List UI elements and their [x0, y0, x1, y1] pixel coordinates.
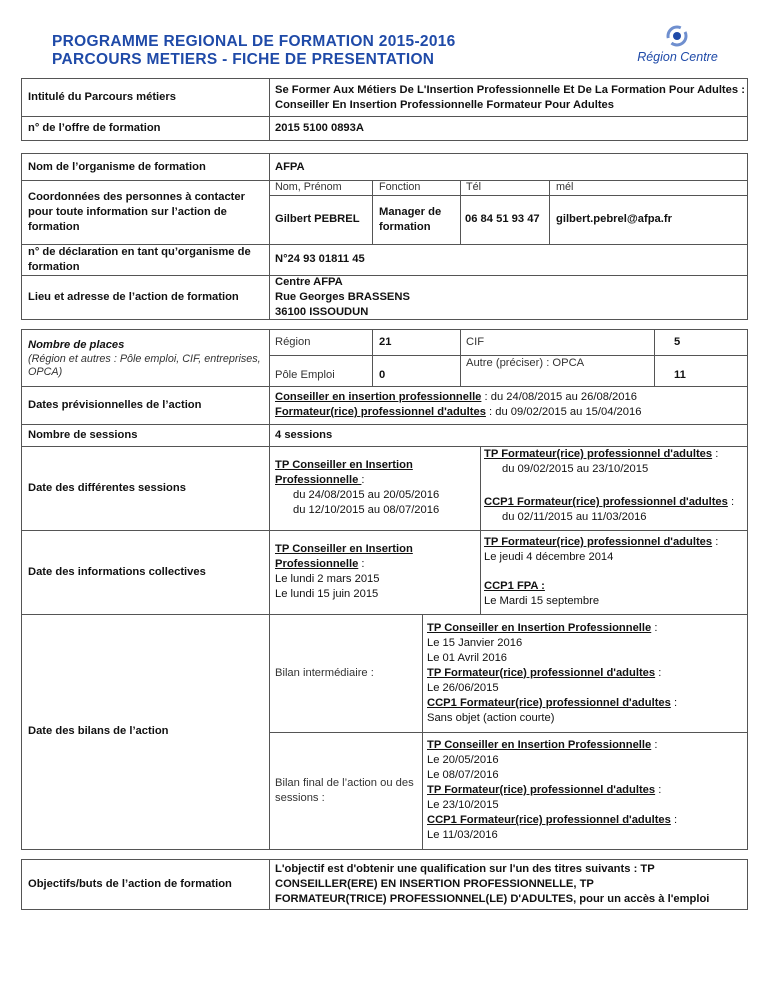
infos-ccp1-title: CCP1 FPA :	[484, 580, 545, 592]
places-label	[28, 330, 268, 386]
infos-tp-fpa-colon: :	[712, 536, 719, 548]
infos-tp-fpa-date: Le jeudi 4 décembre 2014	[484, 551, 614, 563]
pole-emploi-label: Pôle Emploi	[275, 369, 335, 381]
bilan-title: CCP1 Formateur(rice) professionnel d'adultes	[427, 696, 671, 709]
bilan-title-colon: :	[655, 666, 662, 679]
logo-text: Région Centre	[637, 50, 718, 64]
objectifs-line-1: L'objectif est d'obtenir une qualification sur l'un des titres suivants : TP	[275, 863, 655, 875]
bilan-intermediaire-label: Bilan intermédiaire :	[275, 666, 374, 679]
bilan-title-row	[427, 666, 661, 681]
dates-prev-title-2: Formateur(rice) professionnel d'adultes	[275, 406, 486, 418]
sessions-tp-cip-title-2: Professionnelle	[275, 474, 362, 486]
infos-tp-cip-date-2: Le lundi 15 juin 2015	[275, 588, 379, 600]
bilan-intermediaire-list	[427, 614, 745, 732]
offre-value: 2015 5100 0893A	[275, 121, 364, 134]
lieu-line-3: 36100 ISSOUDUN	[275, 305, 369, 318]
objectifs-label: Objectifs/buts de l’action de formation	[28, 878, 232, 890]
infos-collectives-label: Date des informations collectives	[28, 565, 206, 578]
contact-function: Manager de formation	[379, 205, 442, 233]
places-label-sub: (Région et autres : Pôle emploi, CIF, entreprises, OPCA)	[28, 352, 261, 378]
contacts-label: Coordonnées des personnes à contacter pour toute information sur l’action de formation	[28, 190, 245, 233]
infos-ccp1-date: Le Mardi 15 septembre	[484, 595, 600, 607]
sessions-label: Nombre de sessions	[28, 428, 138, 441]
bilan-title-row	[427, 621, 657, 636]
infos-tp-cip-title-1: TP Conseiller en Insertion	[275, 543, 413, 555]
parcours-value-line2: Conseiller En Insertion Professionnelle Formateur Pour Adultes	[275, 98, 615, 111]
sessions-dates-left	[275, 446, 475, 530]
bilan-title: TP Conseiller en Insertion Professionnelle	[427, 739, 652, 751]
bilan-title: CCP1 Formateur(rice) professionnel d'adultes	[427, 814, 671, 826]
bilan-title-row	[427, 813, 677, 828]
title-line-2: PARCOURS METIERS - FICHE DE PRESENTATION	[52, 51, 435, 68]
bilan-date: Sans objet (action courte)	[427, 711, 555, 724]
main-block	[21, 329, 748, 850]
region-centre-logo	[620, 24, 735, 69]
contact-header-tel: Tél	[466, 181, 481, 193]
sessions-value: 4 sessions	[275, 428, 333, 441]
sessions-dates-right	[484, 446, 746, 530]
dates-prev-text-1: : du 24/08/2015 au 26/08/2016	[481, 391, 637, 403]
bilan-final-label: Bilan final de l’action ou des sessions :	[275, 776, 414, 804]
declaration-value: N°24 93 01811 45	[275, 253, 365, 265]
bilan-title-row	[427, 783, 661, 798]
dates-prev-text-2: : du 09/02/2015 au 15/04/2016	[485, 406, 642, 418]
bilan-date: Le 08/07/2016	[427, 769, 499, 781]
infos-tp-cip-colon: :	[358, 558, 365, 570]
bilan-title-colon: :	[655, 784, 662, 796]
infos-tp-cip-date-1: Le lundi 2 mars 2015	[275, 573, 380, 585]
bilan-title-colon: :	[651, 621, 658, 634]
contact-name: Gilbert PEBREL	[275, 213, 360, 225]
sessions-tp-cip-title-1: TP Conseiller en Insertion	[275, 459, 413, 471]
sessions-tp-cip-date-2: du 12/10/2015 au 08/07/2016	[293, 504, 440, 516]
sessions-ccp1-title: CCP1 Formateur(rice) professionnel d'adultes	[484, 496, 728, 508]
sessions-ccp1-date: du 02/11/2015 au 11/03/2016	[502, 511, 647, 523]
organisme-block	[21, 153, 748, 320]
parcours-value-line1: Se Former Aux Métiers De L'Insertion Professionnelle Et De La Formation Pour Adultes :	[275, 83, 745, 96]
lieu-value	[275, 275, 745, 319]
objectifs-line-2: CONSEILLER(ERE) EN INSERTION PROFESSIONNELLE, TP	[275, 878, 594, 890]
declaration-label: n° de déclaration en tant qu’organisme de formation	[28, 245, 251, 273]
cif-value: 5	[674, 336, 681, 348]
autre-label: Autre (préciser) : OPCA	[466, 356, 585, 369]
sessions-tp-fpa-colon: :	[712, 448, 719, 460]
bilan-title: TP Formateur(rice) professionnel d'adultes	[427, 784, 656, 796]
sessions-tp-fpa-title: TP Formateur(rice) professionnel d'adultes	[484, 448, 713, 460]
region-value: 21	[379, 336, 392, 348]
organisme-label: Nom de l’organisme de formation	[28, 160, 206, 173]
bilan-date: Le 01 Avril 2016	[427, 651, 508, 664]
lieu-line-1: Centre AFPA	[275, 275, 343, 288]
places-label-main: Nombre de places	[28, 338, 125, 351]
offre-label: n° de l’offre de formation	[28, 121, 161, 134]
dates-prev-title-1: Conseiller en insertion professionnelle	[275, 391, 482, 403]
objectifs-value	[275, 860, 745, 909]
infos-collectives-left	[275, 530, 475, 614]
bilan-title-row	[427, 696, 677, 711]
contact-mail[interactable]: gilbert.pebrel@afpa.fr	[556, 213, 672, 225]
parcours-value	[275, 79, 745, 116]
bilan-title-colon: :	[670, 814, 678, 826]
infos-tp-cip-title-2: Professionnelle	[275, 558, 359, 570]
bilan-title: TP Conseiller en Insertion Professionnelle	[427, 621, 652, 634]
infos-tp-fpa-title: TP Formateur(rice) professionnel d'adultes	[484, 536, 713, 548]
lieu-label: Lieu et adresse de l’action de formation	[28, 290, 239, 303]
cif-label: CIF	[466, 336, 485, 348]
sessions-tp-fpa-date: du 09/02/2015 au 23/10/2015	[502, 463, 649, 475]
organisme-value: AFPA	[275, 160, 305, 173]
page-title	[52, 33, 456, 69]
sessions-tp-cip-colon: :	[361, 474, 365, 486]
bilan-title-colon: :	[651, 739, 658, 751]
autre-value: 11	[674, 369, 686, 381]
sessions-dates-label: Date des différentes sessions	[28, 481, 186, 494]
infos-collectives-right	[484, 530, 746, 614]
bilan-date: Le 20/05/2016	[427, 754, 499, 766]
pole-emploi-value: 0	[379, 369, 386, 381]
contact-tel: 06 84 51 93 47	[465, 213, 540, 225]
bilan-date: Le 11/03/2016	[427, 829, 498, 841]
dates-prev-label: Dates prévisionnelles de l’action	[28, 398, 202, 411]
contact-header-function: Fonction	[379, 181, 421, 193]
bilan-title-colon: :	[670, 696, 678, 709]
region-label: Région	[275, 336, 311, 348]
sessions-ccp1-colon: :	[727, 496, 735, 508]
sessions-tp-cip-date-1: du 24/08/2015 au 20/05/2016	[293, 489, 440, 501]
bilan-final-list	[427, 732, 745, 849]
title-line-1: PROGRAMME REGIONAL DE FORMATION 2015-2016	[52, 33, 456, 50]
bilan-date: Le 15 Janvier 2016	[427, 636, 523, 649]
bilan-date: Le 26/06/2015	[427, 681, 499, 694]
bilan-title-row	[427, 738, 657, 753]
bilans-label: Date des bilans de l’action	[28, 725, 169, 737]
dates-prev-value	[275, 386, 745, 424]
contact-header-mail: mél	[556, 181, 574, 193]
bilan-title: TP Formateur(rice) professionnel d'adultes	[427, 666, 656, 679]
objectifs-block	[21, 859, 748, 910]
parcours-label: Intitulé du Parcours métiers	[28, 91, 176, 103]
contact-header-name: Nom, Prénom	[275, 181, 342, 193]
bilan-date: Le 23/10/2015	[427, 799, 499, 811]
objectifs-line-3: FORMATEUR(TRICE) PROFESSIONNEL(LE) D'ADULTES, pour un accès à l'emploi	[275, 893, 710, 905]
parcours-block	[21, 78, 748, 141]
lieu-line-2: Rue Georges BRASSENS	[275, 290, 410, 303]
